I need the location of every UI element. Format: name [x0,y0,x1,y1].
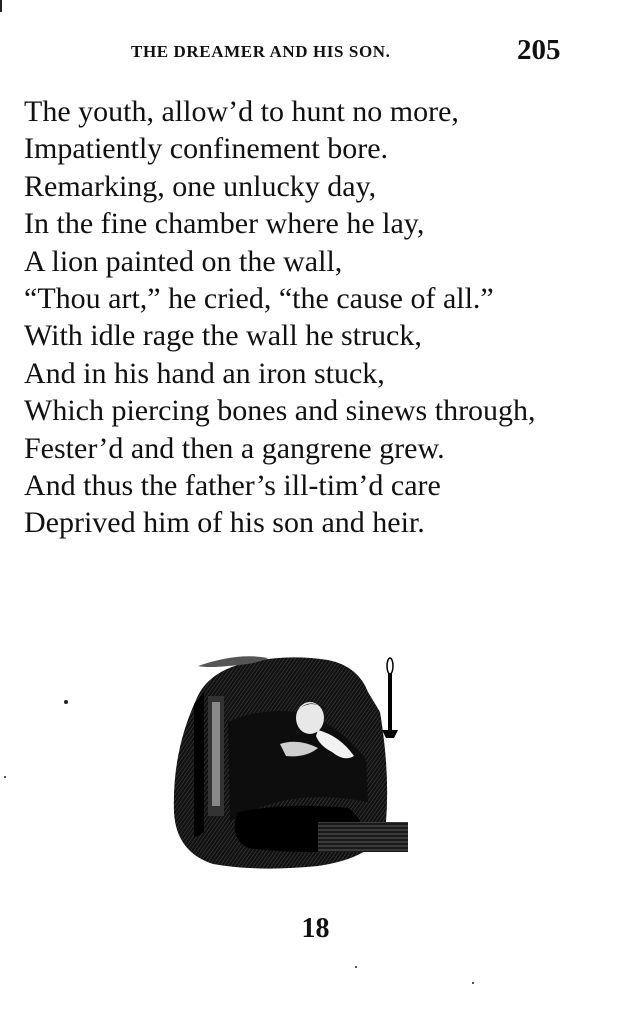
running-head: THE DREAMER AND HIS SON. [131,42,391,61]
poem [24,93,614,542]
poem-line: “Thou art,” he cried, “the cause of all.” [24,281,494,315]
ink-speck [4,776,6,778]
poem-line: Which piercing bones and sinews through, [24,394,536,428]
bedroom-vignette [168,652,418,874]
poem-line: A lion painted on the wall, [24,244,343,278]
poem-line: Impatiently confinement bore. [24,132,389,166]
poem-line: With idle rage the wall he struck, [24,319,422,353]
ink-speck [355,966,357,968]
poem-line: The youth, allow’d to hunt no more, [24,95,459,128]
page-number: 205 [517,34,561,66]
poem-line: In the fine chamber where he lay, [24,207,425,241]
ink-speck [64,700,68,704]
ink-speck [472,982,474,984]
poem-line: Fester’d and then a gangrene grew. [24,431,445,465]
poem-line: Deprived him of his son and heir. [24,506,425,540]
poem-line: And in his hand an iron stuck, [24,356,385,390]
ink-speck [0,0,2,12]
signature-mark: 18 [301,913,330,944]
poem-line: And thus the father’s ill-tim’d care [24,468,441,502]
poem-line: Remarking, one unlucky day, [24,169,377,203]
